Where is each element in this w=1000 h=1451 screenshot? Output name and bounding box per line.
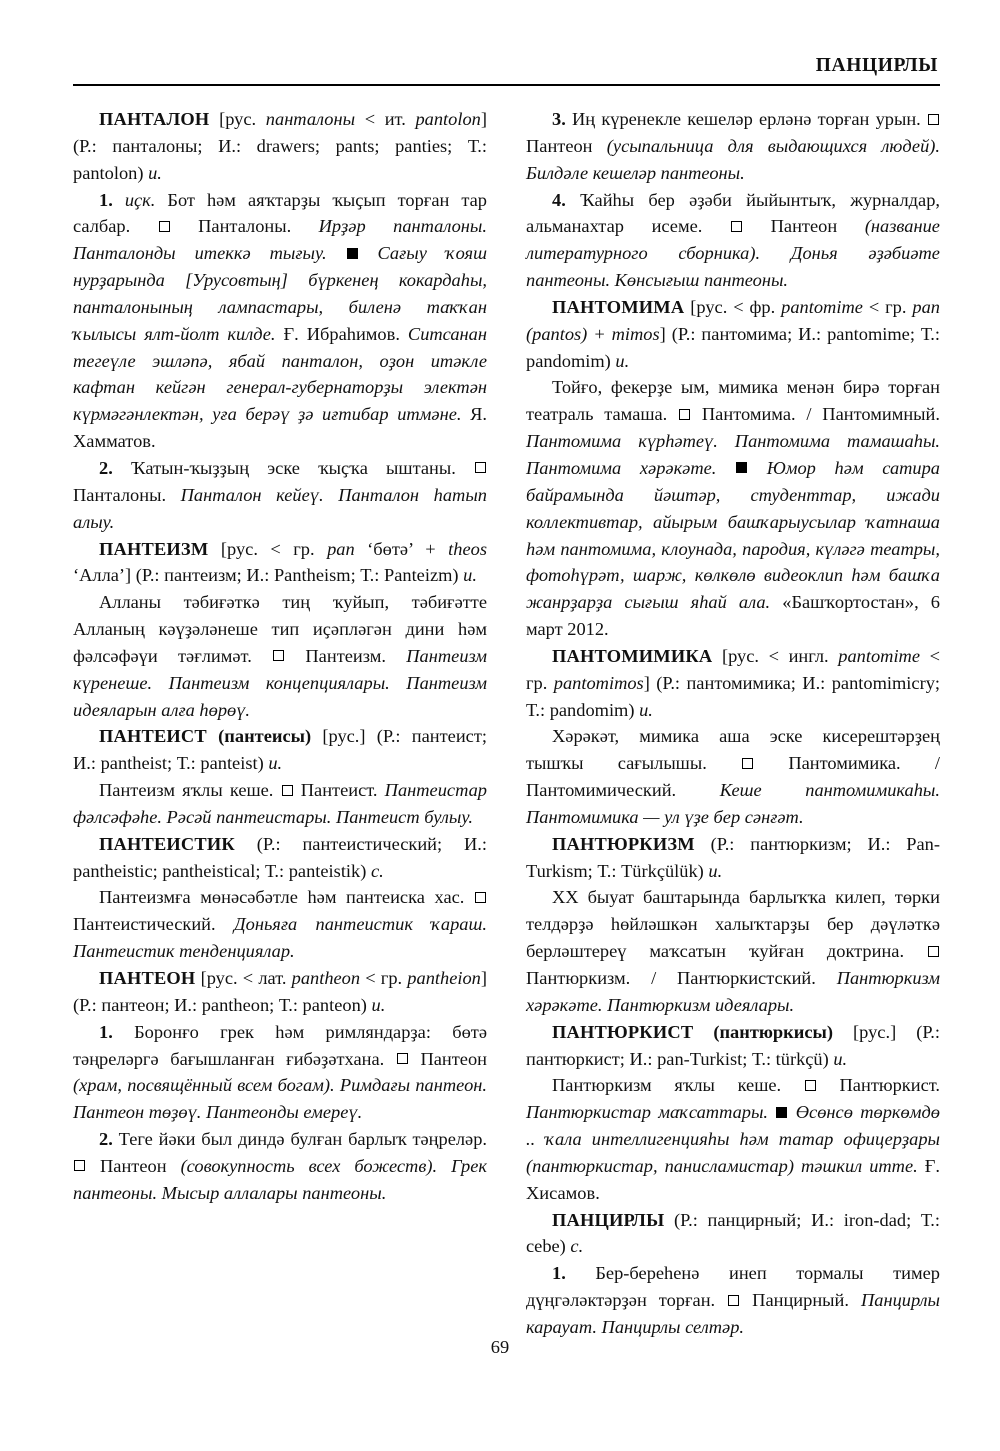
etymology-mid: < гр. (360, 968, 408, 988)
citation: Сағыу ҡояш нурҙарында [Урусовтың] бүркенең кокардаһы, панталонының лампастары, биленә таҡҡан ҡылысы ялт-йолт килде. (73, 243, 487, 344)
equivalents: (Р.: панцирный; И.: iron-dad; Т.: cebe) (526, 1209, 940, 1257)
etymology-open: [рус. < ингл. (712, 645, 839, 666)
part-of-speech: и. (639, 699, 653, 720)
entry-panturkist-body (526, 1072, 940, 1206)
illustration-marker-icon (731, 221, 742, 232)
russian-gloss-detail: (усыпальница для выдающихся людей). (606, 135, 940, 156)
definition: Пантеизм яҡлы кеше. (99, 780, 274, 801)
examples: Панцирлы карауат. Панцирлы селтәр. (526, 1290, 940, 1337)
illustration-marker-icon (928, 946, 939, 957)
headword: ПАНТЕИЗМ (99, 538, 209, 559)
sense-definition: Ҡайһы бер әҙәби йыйынтыҡ, журналдар, альманахтар исеме. (526, 189, 940, 237)
part-of-speech: и. (708, 860, 723, 881)
illustration-marker-icon (475, 892, 486, 903)
part-of-speech: и. (833, 1048, 848, 1069)
etymology-open: [рус. < лат. (195, 968, 292, 988)
etymology-italic: pan (327, 538, 355, 559)
entry-panteizm-head (73, 536, 487, 590)
citation-2: Ситсанан тегеүле эшләпә, ябай панталон, оҙон итәкле кафтан кейгән генерал-губернаторҙы электән күрмәгәнлектән, уға берәү ҙә иғтибар итмәне. (73, 323, 487, 425)
sense-definition: Ҡатын-ҡыҙҙың эске ҡыҫҡа ыштаны. (130, 457, 456, 478)
examples: Римдағы пантеон. Пантеон төҙөү. Пантеонды емереү. (73, 1075, 487, 1123)
entry-pantomima-body (526, 374, 940, 642)
equivalents: [рус.] (Р.: пантеист; И.: pantheist; Т.: panteist) (73, 726, 487, 774)
sense-2 (73, 1126, 487, 1207)
entry-panteon-head (73, 965, 487, 1019)
illustration-marker-icon (282, 785, 293, 796)
citation-marker-icon (347, 248, 358, 259)
citation-source: Ғ. Хисамов. (526, 1155, 940, 1203)
left-column (73, 106, 487, 1306)
etymology-open: [рус. (209, 109, 266, 129)
equivalents: (Р.: пантеистический; И.: pantheistic; pantheistical; Т.: panteistik) (73, 833, 487, 881)
russian-gloss-detail: (название литературного сборника). (526, 216, 940, 264)
russian-gloss: Пантеист. (300, 780, 378, 801)
part-of-speech: и. (371, 994, 386, 1015)
examples: Пантюркистар маҡсаттары. (526, 1102, 769, 1123)
etymology-italic: pantheon (291, 968, 361, 988)
entry-pantomimika-head (526, 643, 940, 724)
sense-number: 2. (99, 457, 113, 478)
sense-definition: Иң күренекле кешеләр ерләнә торған урын. (572, 109, 921, 129)
etymology-italic-2: pan (pantos) + mimos (526, 296, 940, 344)
entry-pantomima-head (526, 294, 940, 375)
sense-1 (73, 1019, 487, 1126)
headword: ПАНТАЛОН (99, 109, 210, 129)
sense-number: 4. (552, 189, 566, 210)
examples: Пантюркизм хәрәкәте. Пантюркизм идеялары. (526, 968, 940, 1015)
headword: ПАНТЕОН (99, 968, 196, 988)
sense-2 (73, 455, 487, 536)
etymology-italic-2: pantomimos (553, 672, 644, 693)
entry-panteizm-body (73, 589, 487, 723)
illustration-marker-icon (805, 1080, 816, 1091)
examples: Билдәле кешеләр пантеоны. (526, 162, 745, 183)
examples: Ирҙәр панталоны. Панталонды итеккә тығыу. (73, 216, 487, 264)
part-of-speech: и. (615, 350, 630, 371)
headword: ПАНТЕИСТИК (99, 833, 235, 854)
entry-panteist-body (73, 777, 487, 831)
russian-gloss: Пантеистический. (73, 914, 216, 935)
part-of-speech: и. (268, 753, 283, 774)
etymology-italic-2: pantheion (407, 968, 481, 988)
citation-marker-icon (736, 462, 747, 473)
headword: ПАНЦИРЛЫ (552, 1209, 665, 1230)
russian-gloss: Панталоны. (198, 216, 292, 237)
examples: Донья әҙәбиәте пантеоны. Көнсығыш пантеоны. (526, 243, 940, 291)
etymology-italic: панталоны (265, 109, 356, 129)
headword-variant: (пантюркисы) (713, 1021, 833, 1042)
headword: ПАНТЮРКИСТ (552, 1021, 694, 1042)
russian-gloss: Пантюркизм. / Пантюркистский. (526, 968, 816, 988)
examples: Пантеистар фәлсәфәһе. Рәсәй пантеистары. Пантеист булыу. (73, 780, 487, 827)
illustration-marker-icon (397, 1053, 408, 1064)
equivalents: [рус.] (Р.: пантюркист; И.: pan-Turkist; Т.: türkçü) (526, 1021, 940, 1069)
illustration-marker-icon (159, 221, 170, 232)
sense-3 (526, 106, 940, 187)
sense-1 (526, 1260, 940, 1341)
headword: ПАНТОМИМИКА (552, 645, 713, 666)
entry-panturkizm-head (526, 831, 940, 885)
sense-number: 2. (99, 1129, 113, 1150)
sense-definition: Бот һәм аяҡтарҙы ҡыҫып торған тар салбар. (73, 189, 487, 237)
sense-number: 3. (552, 109, 566, 129)
equivalents: ] (Р.: пантеон; И.: pantheon; Т.: panteon) (73, 968, 487, 1015)
part-of-speech: с. (370, 860, 384, 881)
part-of-speech: с. (570, 1236, 584, 1257)
examples: Грек пантеоны. Мысыр аллалары пантеоны. (73, 1155, 487, 1203)
etymology-mid: < гр. (862, 296, 913, 317)
sense-1 (73, 187, 487, 455)
headword: ПАНТЕИСТ (99, 726, 207, 747)
examples: Панталон кейеү. Панталон һатып алыу. (73, 484, 487, 532)
etymology-mid: < гр. (526, 645, 940, 693)
russian-gloss: Пантюркист. (839, 1075, 940, 1096)
illustration-marker-icon (74, 1160, 85, 1171)
definition: Хәрәкәт, мимика аша эске кисерештәрҙең тышҡы сағылышы. (526, 726, 940, 774)
entry-panturkist-head (526, 1019, 940, 1073)
equivalents: ] (Р.: панталоны; И.: drawers; pants; panties; Т.: pantolon) (73, 109, 487, 183)
right-column (526, 106, 941, 1337)
russian-gloss: Пантомима. / Пантомимный. (701, 404, 940, 425)
russian-gloss: Пантомимика. / Пантомимический. (526, 753, 940, 801)
equivalents: (Р.: пантюркизм; И.: Pan-Turkism; Т.: Türkçülük) (526, 833, 940, 881)
citation-marker-icon (776, 1107, 787, 1118)
russian-gloss: Пантеон (420, 1048, 487, 1069)
examples: Кеше пантомимикаһы. Пантомимика — ул үҙе бер сәнғәт. (526, 780, 940, 827)
headword: ПАНТОМИМА (552, 296, 685, 317)
headword: ПАНТЮРКИЗМ (552, 833, 695, 854)
etymology-italic-2: theos (448, 538, 487, 559)
sense-definition: Бер-береһенә инеп тормалы тимер дүңгәләктәрҙән торған. (526, 1263, 940, 1311)
definition: Пантюркизм яҡлы кеше. (552, 1075, 782, 1096)
part-of-speech: и. (463, 565, 477, 586)
illustration-marker-icon (928, 114, 939, 125)
sense-number: 1. (552, 1263, 566, 1284)
part-of-speech: и. (148, 162, 162, 183)
entry-panturkizm-body (526, 884, 940, 1018)
two-column-body (73, 106, 941, 1337)
etymology-italic: pantomime (838, 645, 920, 666)
russian-gloss: Пантеон (100, 1155, 167, 1176)
illustration-marker-icon (742, 758, 753, 769)
header-rule (73, 84, 940, 86)
equivalents: ] (Р.: пантомима; И.: pantomime; Т.: pandomim) (526, 323, 940, 371)
illustration-marker-icon (679, 409, 690, 420)
citation: Юмор һәм сатира байрамында йәштәр, студенттар, ижади коллективтар, айырым башҡарыусылар ҡатнаша һәм пантомима, клоунада, пародия, күләгә театры, фотоһүрәт, шарж, көлкөлө видеоклип һәм башҡа жанрҙарҙа сығыш яһай ала. (526, 457, 941, 613)
page-number: 69 (490, 1337, 510, 1357)
sense-definition: Теге йәки был диндә булған барлыҡ тәңреләр. (118, 1129, 487, 1150)
sense-number: 1. (99, 189, 113, 210)
illustration-marker-icon (475, 462, 486, 473)
examples: Пантомима күрһәтеү. Пантомима тамашаһы. Пантомима хәрәкәте. (526, 431, 940, 478)
page-header (73, 56, 940, 86)
examples: Пантеизм күренеше. Пантеизм концепциялары. Пантеизм идеяларын алға һөрөү. (73, 645, 487, 720)
equivalents: ‘Алла’] (Р.: пантеизм; И.: Pantheism; Т.: Panteizm) (73, 565, 464, 586)
russian-gloss: Пантеон (770, 216, 838, 237)
citation-source: «Башҡортостан», 6 март 2012. (526, 592, 940, 640)
entry-panteist-head (73, 723, 487, 777)
entry-pantalon-head (73, 106, 487, 187)
etymology-tail: < ит. (355, 109, 416, 129)
entry-panteistik-body (73, 884, 487, 965)
entry-panteistik-head (73, 831, 487, 885)
definition: XX быуат баштарында барлыҡҡа килеп, төрки телдәрҙә һөйләшкән халыҡтарҙы бер дәүләткә берләштереү маҡсатын ҡуйған доктрина. (526, 887, 940, 962)
etymology-open: [рус. < гр. (208, 538, 328, 559)
illustration-marker-icon (728, 1295, 739, 1306)
definition: Тойғо, фекерҙе ым, мимика менән бирә торған театраль тамаша. (526, 377, 940, 425)
russian-gloss-detail: (совокупность всех божеств). (180, 1155, 438, 1176)
etymology-source: pantolon (415, 109, 481, 129)
definition: Алланы тәбиғәткә тиң ҡуйып, тәбиғәтте Алланың кәүҙәләнеше тип иҫәпләгән дини һәм фәлсәфәүи тәғлимәт. (73, 592, 487, 666)
examples: Доньяға пантеистик ҡараш. Пантеистик тенденциялар. (73, 914, 487, 962)
usage-label: иҫк. (124, 189, 156, 210)
citation-2-source: Я. Хамматов. (73, 404, 487, 452)
running-head: ПАНЦИРЛЫ (815, 55, 938, 76)
etymology-italic: pantomime (781, 296, 863, 317)
sense-number: 1. (99, 1021, 113, 1042)
russian-gloss: Пантеон (526, 135, 593, 156)
illustration-marker-icon (273, 650, 284, 661)
entry-pantomimika-body (526, 723, 940, 830)
citation: Өсөнсө төркөмдө .. ҡала интеллигенцияһы һәм татар офицерҙары (пантюркистар, панисламистар) тәшкил итте. (526, 1102, 940, 1176)
sense-definition: Боронғо грек һәм римляндарҙа: бөтә тәңреләргә бағышланған ғибәҙәтхана. (73, 1021, 487, 1069)
citation-source: Ғ. Ибраһимов. (283, 323, 400, 344)
russian-gloss-detail: (храм, посвящённый всем богам). (73, 1075, 335, 1096)
etymology-gloss-1: ‘бөтә’ + (354, 538, 449, 559)
russian-gloss: Панталоны. (73, 484, 167, 505)
etymology-open: [рус. < фр. (684, 296, 782, 317)
entry-pancirly-head (526, 1207, 940, 1261)
russian-gloss: Пантеизм. (305, 645, 386, 666)
sense-4 (526, 187, 940, 294)
definition: Пантеизмға мөнәсәбәтле һәм пантеиска хас. (99, 887, 465, 908)
equivalents: ] (Р.: пантомимика; И.: pantomimicry; Т.: pandomim) (526, 672, 940, 720)
russian-gloss: Панцирный. (752, 1290, 849, 1311)
headword-variant: (пантеисы) (218, 726, 312, 747)
